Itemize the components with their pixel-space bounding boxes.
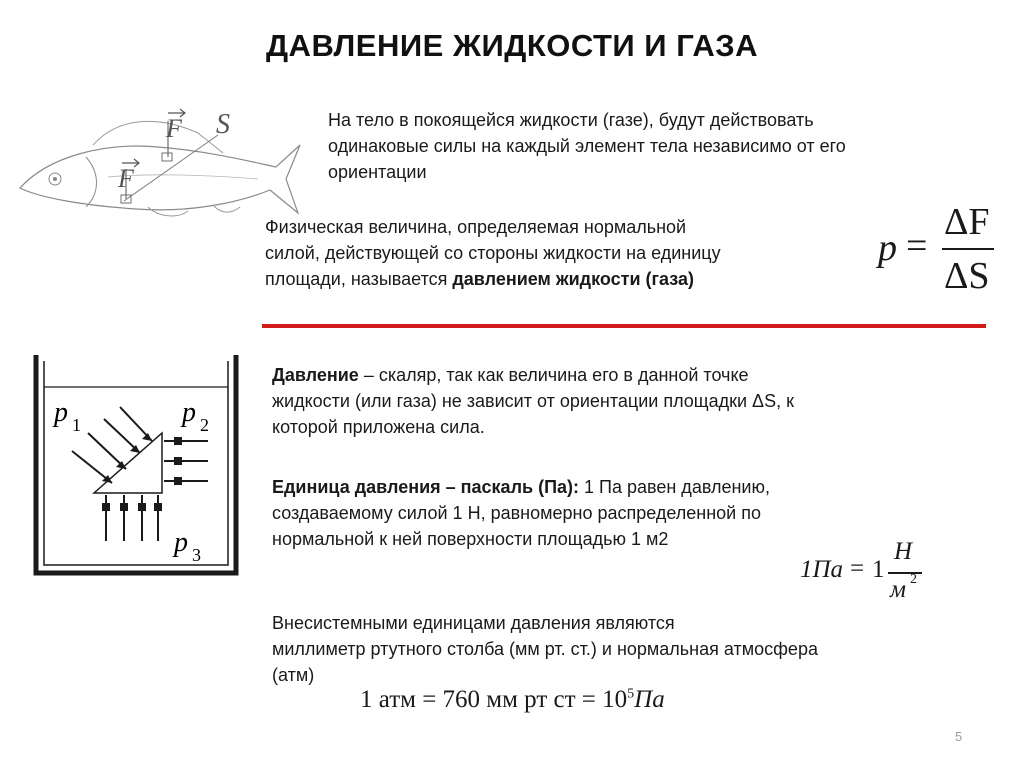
intro-line-3: ориентации	[328, 162, 427, 182]
scalar-line-1	[272, 362, 992, 388]
atm-formula-unit: Па	[634, 686, 665, 713]
p3-label: p	[174, 527, 188, 558]
intro-line-1: На тело в покоящейся жидкости (газе), будут действовать	[328, 110, 814, 130]
pressure-formula	[878, 200, 998, 300]
pascal-formula-denominator: м	[890, 576, 906, 603]
unit-term: Единица давления – паскаль (Па):	[272, 477, 580, 497]
scalar-term: Давление	[272, 365, 359, 385]
unit-line-1	[272, 474, 992, 500]
fish-dorsal-fin	[93, 121, 223, 153]
vessel-figure	[30, 345, 245, 585]
fish-fin-lower	[148, 207, 188, 216]
pascal-formula-numerator: Н	[894, 538, 913, 565]
nonsystem-line-2: миллиметр ртутного столба (мм рт. ст.) и нормальная атмосфера	[272, 639, 818, 659]
pascal-formula-exponent: 2	[910, 572, 917, 587]
force-label-upper: F	[166, 114, 182, 143]
p2-subscript: 2	[200, 415, 209, 435]
p3-subscript: 3	[192, 545, 201, 565]
p2-label: p	[182, 397, 196, 428]
atm-formula-exponent: 5	[627, 686, 635, 702]
definition-line-3	[265, 266, 865, 292]
section-divider	[262, 324, 986, 328]
nonsystem-line-1: Внесистемными единицами давления являются	[272, 613, 675, 633]
intro-text	[328, 107, 1008, 185]
definition-line-2: силой, действующей со стороны жидкости на единицу	[265, 243, 721, 263]
pressure-formula-lhs: p	[878, 227, 897, 269]
scalar-line-2: жидкости (или газа) не зависит от ориентации площадки ΔS, к	[272, 391, 794, 411]
unit-line-1-rest: 1 Па равен давлению,	[579, 477, 770, 497]
fish-figure	[8, 95, 308, 225]
p1-subscript: 1	[72, 415, 81, 435]
force-label-lower: F	[118, 164, 134, 193]
scalar-line-3: которой приложена сила.	[272, 417, 485, 437]
nonsystem-text	[272, 610, 992, 688]
definition-line-1: Физическая величина, определяемая нормальной	[265, 217, 687, 237]
scalar-text	[272, 362, 992, 440]
pressure-formula-fraction-bar	[942, 248, 994, 250]
pressure-formula-numerator: ΔF	[944, 201, 990, 243]
slide-title: ДАВЛЕНИЕ ЖИДКОСТИ И ГАЗА	[265, 28, 759, 63]
intro-line-2: одинаковые силы на каждый элемент тела независимо от его	[328, 136, 846, 156]
pascal-formula	[800, 538, 930, 610]
pascal-formula-coef: 1	[872, 556, 885, 583]
unit-line-2: создаваемому силой 1 Н, равномерно распределенной по	[272, 503, 761, 523]
scalar-line-1-rest: – скаляр, так как величина его в данной точке	[358, 365, 749, 385]
area-element-upper	[162, 153, 172, 161]
definition-text	[265, 214, 865, 292]
fish-gill	[86, 157, 97, 207]
p1-label: p	[54, 397, 68, 428]
nonsystem-line-3: (атм)	[272, 665, 315, 685]
pascal-formula-equals: =	[850, 555, 865, 582]
definition-line-3-prefix: площади, называется	[265, 269, 453, 289]
page-number: 5	[955, 729, 963, 744]
atm-formula-main: 1 атм = 760 мм рт ст = 10	[360, 686, 628, 713]
definition-term: давлением жидкости (газа)	[452, 269, 694, 289]
pascal-formula-lhs: 1Па	[800, 556, 844, 583]
unit-text	[272, 474, 992, 552]
atm-formula	[360, 686, 665, 714]
area-label: S	[216, 109, 230, 140]
unit-line-3: нормальной к ней поверхности площадью 1 м2	[272, 529, 669, 549]
pressure-formula-equals: =	[906, 225, 928, 267]
fish-fin-lower-2	[213, 205, 240, 212]
pressure-formula-denominator: ΔS	[944, 255, 990, 297]
